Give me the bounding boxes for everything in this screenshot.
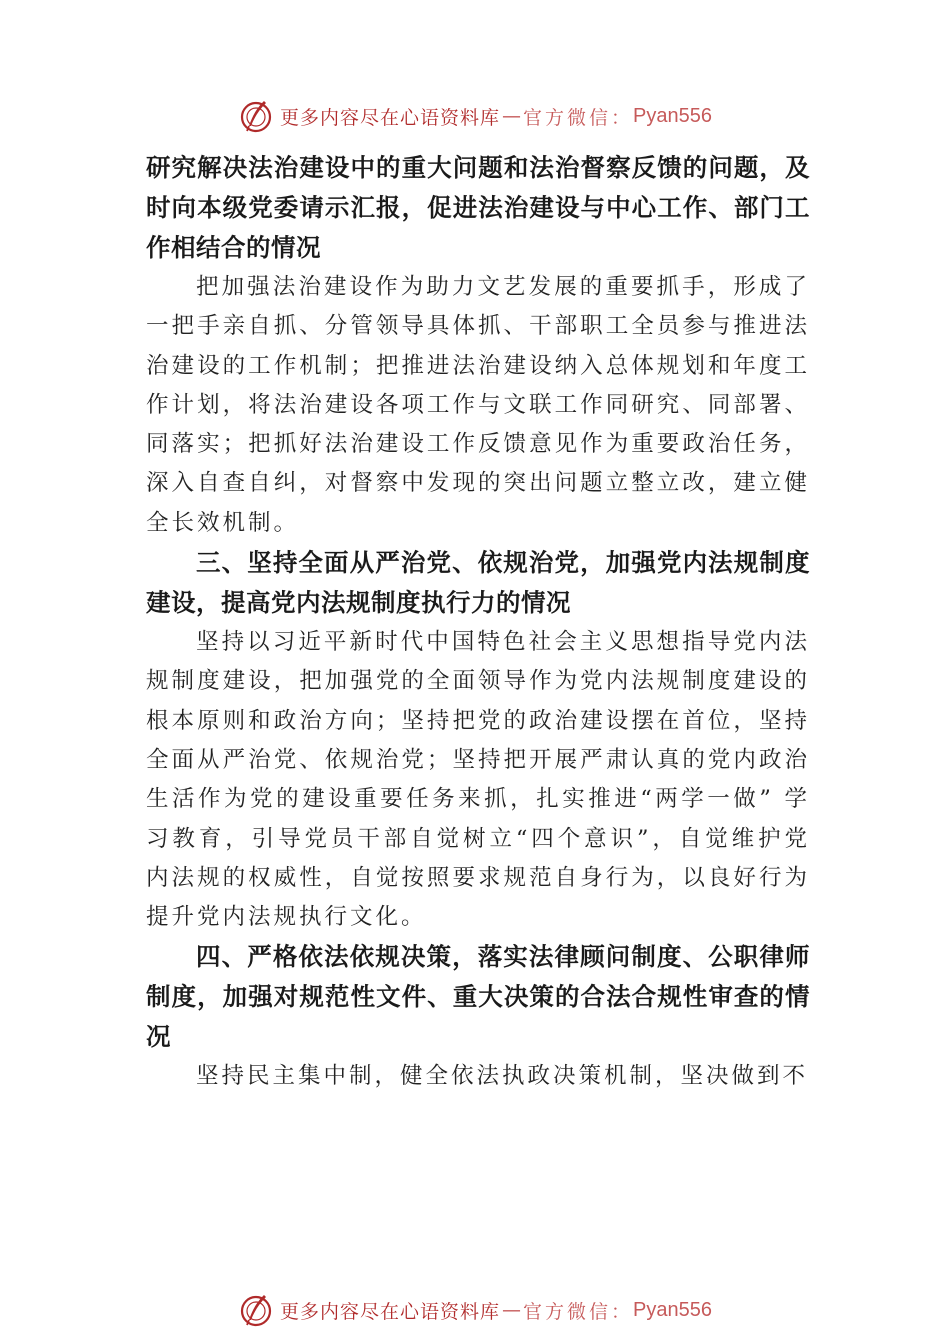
watermark-footer — [0, 1290, 950, 1330]
section-paragraph-2: 把加强法治建设作为助力文艺发展的重要抓手，形成了一把手亲自抓、分管领导具体抓、干部职工全员参与推进法治建设的工作机制；把推进法治建设纳入总体规划和年度工作计划，将法治建设各项工作与文联工作同研究、同部署、 同落实；把抓好法治建设工作反馈意见作为重要政治任务， 深入自查自纠，对督察中发现的突出问题立整立改，建立健全长效机制。 — [146, 274, 810, 536]
watermark-separator: — — [502, 105, 522, 127]
section-heading-2: 研究解决法治建设中的重大问题和法治督察反馈的问题，及时向本级党委请示汇报，促进法治建设与中心工作、部门工作相结合的情况 — [146, 153, 810, 262]
quill-seal-icon — [238, 98, 274, 134]
section-paragraph-3: 坚持以习近平新时代中国特色社会主义思想指导党内法规制度建设，把加强党的全面领导作为党内法规制度建设的根本原则和政治方向；坚持把党的政治建设摆在首位，坚持全面从严治党、依规治党；坚持把开展严肃认真的党内政治生活作为党的建设重要任务来抓，扎实推进“两学一做” 学习教育，引导党员干部自觉树立“四个意识”，自觉维护党内法规的权威性，自觉按照要求规范自身行为，以良好行为提升党内法规执行文化。 — [146, 629, 810, 931]
watermark-label: 官方微信： — [523, 106, 634, 129]
watermark-separator: — — [502, 1299, 522, 1321]
watermark-account: Pyan556 — [633, 104, 712, 127]
watermark-account: Pyan556 — [633, 1298, 712, 1321]
watermark-label: 官方微信： — [523, 1300, 634, 1323]
document-body — [146, 148, 810, 1097]
watermark-main-text: 更多内容尽在心语资料库 — [280, 1300, 501, 1323]
section-heading-4: 四、严格依法依规决策，落实法律顾问制度、公职律师制度，加强对规范性文件、重大决策的合法合规性审查的情况 — [146, 942, 810, 1052]
watermark-main-text: 更多内容尽在心语资料库 — [280, 106, 501, 129]
section-heading-3: 三、坚持全面从严治党、依规治党，加强党内法规制度建设，提高党内法规制度执行力的情况 — [146, 548, 810, 618]
watermark-header — [0, 96, 950, 136]
section-paragraph-4: 坚持民主集中制，健全依法执政决策机制，坚决做到不 — [196, 1063, 809, 1090]
quill-seal-icon — [238, 1292, 274, 1328]
